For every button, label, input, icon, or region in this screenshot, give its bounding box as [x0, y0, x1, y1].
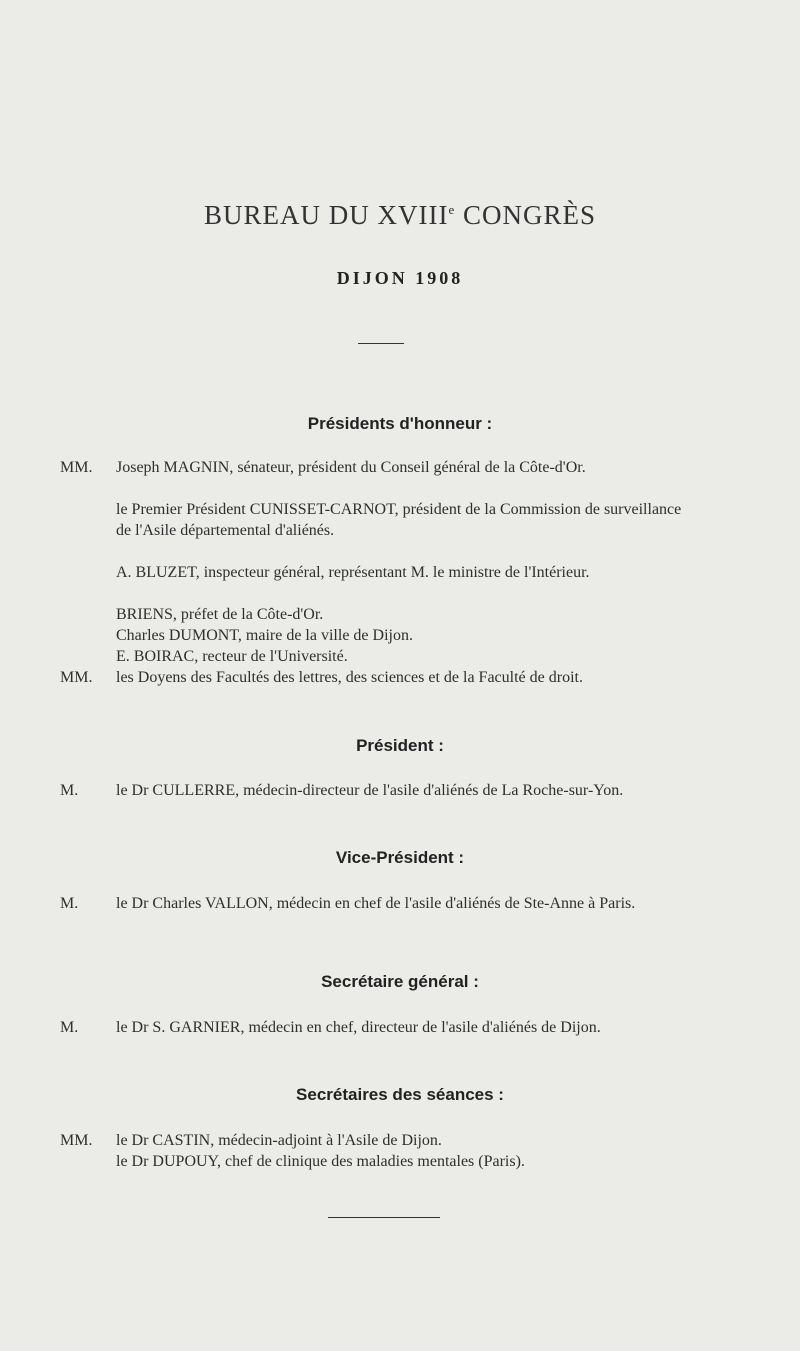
heading-presidents-honneur: Présidents d'honneur :: [307, 414, 493, 433]
list-item: M. le Dr S. GARNIER, médecin en chef, directeur de l'asile d'aliénés de Dijon.: [60, 1019, 601, 1036]
heading-secretaires-seances: Secrétaires des séances :: [296, 1085, 504, 1104]
page-subtitle: DIJON 1908: [336, 268, 464, 288]
list-item: E. BOIRAC, recteur de l'Université.: [116, 648, 348, 665]
heading-vice-president: Vice-Président :: [335, 848, 465, 867]
list-item: A. BLUZET, inspecteur général, représentant M. le ministre de l'Intérieur.: [116, 564, 590, 581]
list-item: M. le Dr Charles VALLON, médecin en chef de l'asile d'aliénés de Ste-Anne à Paris.: [60, 895, 636, 912]
heading-president: Président :: [356, 736, 444, 755]
list-item: MM. Joseph MAGNIN, sénateur, président du Conseil général de la Côte-d'Or.: [60, 459, 586, 476]
list-item: BRIENS, préfet de la Côte-d'Or.: [116, 606, 324, 623]
page-title: BUREAU DU XVIIIe CONGRÈS: [203, 200, 597, 230]
heading-secretaire-general: Secrétaire général :: [321, 972, 479, 991]
list-item: le Premier Président CUNISSET-CARNOT, président de la Commission de surveillance de l'Asile départemental d'aliénés.: [116, 501, 682, 539]
bottom-divider: [328, 1217, 440, 1218]
list-item: Charles DUMONT, maire de la ville de Dijon.: [116, 627, 413, 644]
list-item: MM. les Doyens des Facultés des lettres, des sciences et de la Faculté de droit.: [60, 669, 583, 686]
list-item: M. le Dr CULLERRE, médecin-directeur de l'asile d'aliénés de La Roche-sur-Yon.: [60, 782, 624, 799]
list-item: le Dr DUPOUY, chef de clinique des maladies mentales (Paris).: [116, 1153, 525, 1170]
list-item: MM. le Dr CASTIN, médecin-adjoint à l'Asile de Dijon.: [60, 1132, 442, 1149]
top-divider: [358, 343, 404, 344]
